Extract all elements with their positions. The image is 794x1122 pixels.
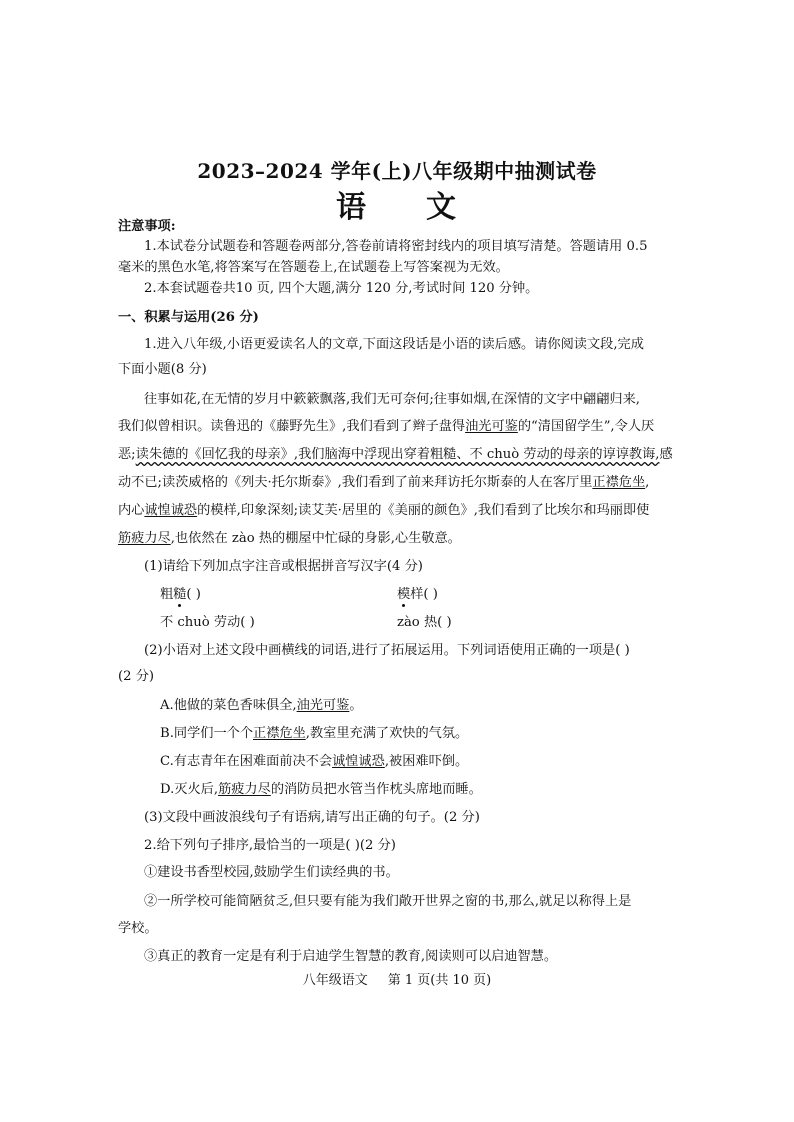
option-a: A.他做的菜色香味俱全,油光可鉴。: [160, 698, 363, 713]
notice-item1-line1: 1.本试卷分试题卷和答题卷两部分,答卷前请将密封线内的项目填写清楚。答题请用 0.5: [144, 239, 648, 254]
blank-4: zào 热( ): [397, 615, 452, 630]
sub-question-1: (1)请给下列加点字注音或根据拼音写汉字(4 分): [144, 559, 423, 574]
underlined-phrase: 诚惶诚恐: [144, 503, 198, 518]
section1-heading: 一、积累与运用(26 分): [118, 310, 259, 325]
dotted-char: 糙: [173, 587, 187, 602]
option-b: B.同学们一个个正襟危坐,教室里充满了欢快的气氛。: [160, 726, 469, 741]
q1-line2: 下面小题(8 分): [118, 362, 207, 377]
footer-page-number: 第 1 页(共 10 页): [387, 973, 492, 988]
sentence-2-line1: ②一所学校可能简陋贫乏,但只要有能为我们敞开世界之窗的书,那么,就足以称得上是: [144, 894, 632, 909]
passage-line6: 筋疲力尽,也依然在 zào 热的棚屋中忙碌的身影,心生敬意。: [118, 531, 461, 546]
passage-line4: 动不已;读茨威格的《列夫·托尔斯泰》,我们看到了前来拜访托尔斯泰的人在客厅里正襟危坐,: [118, 475, 650, 490]
underlined-phrase: 筋疲力尽: [118, 531, 171, 546]
notice-item1-line2: 毫米的黑色水笔,将答案写在答题卷上,在试题卷上写答案视为无效。: [118, 260, 509, 275]
blank-3: 不 chuò 劳动( ): [160, 615, 255, 630]
notice-heading: 注意事项:: [118, 219, 176, 234]
notice-item2: 2.本套试题卷共10 页, 四个大题,满分 120 分,考试时间 120 分钟。: [144, 281, 539, 296]
passage-line2: 我们似曾相识。读鲁迅的《藤野先生》,我们看到了辫子盘得油光可鉴的“清国留学生”,令人厌: [118, 419, 655, 434]
option-d: D.灭火后,筋疲力尽的消防员把水管当作枕头席地而睡。: [160, 782, 482, 797]
footer-subject: 八年级语文: [302, 973, 368, 988]
exam-title: 2023–2024 学年(上)八年级期中抽测试卷: [197, 159, 597, 183]
dotted-char: 模: [397, 587, 411, 602]
passage-line5: 内心诚惶诚恐的模样,印象深刻;读艾芙·居里的《美丽的颜色》,我们看到了比埃尔和玛丽即使: [118, 503, 650, 518]
page-footer: [0, 969, 794, 988]
subject-char-1: 语: [336, 190, 368, 225]
sentence-2-line2: 学校。: [118, 921, 158, 936]
passage-line3: 恶;读朱德的《回忆我的母亲》,我们脑海中浮现出穿着粗糙、不 chuò 劳动的母亲的谆谆教诲,感: [118, 447, 673, 462]
q1-line1: 1.进入八年级,小语更爱读名人的文章,下面这段话是小语的读后感。请你阅读文段,完成: [144, 337, 644, 352]
sub-question-3: (3)文段中画波浪线句子有语病,请写出正确的句子。(2 分): [144, 810, 480, 825]
sentence-3: ③真正的教育一定是有利于启迪学生智慧的教育,阅读则可以启迪智慧。: [144, 949, 558, 964]
subject-char-2: 文: [426, 190, 458, 225]
sub-question-2-line1: (2)小语对上述文段中画横线的词语,进行了拓展运用。下列词语使用正确的一项是( ): [144, 643, 630, 658]
blank-1: 粗糙( ): [160, 587, 201, 602]
sub-question-2-line2: (2 分): [118, 669, 155, 684]
passage-line1: 往事如花,在无情的岁月中簌簌飘落,我们无可奈何;往事如烟,在深情的文字中翩翩归来,: [144, 392, 640, 407]
question-2: 2.给下列句子排序,最恰当的一项是( )(2 分): [144, 838, 396, 853]
option-c: C.有志青年在困难面前决不会诚惶诚恐,被困难吓倒。: [160, 754, 469, 769]
underlined-phrase: 油光可鉴: [465, 419, 518, 434]
wavy-underlined-sentence: 读朱德的《回忆我的母亲》,我们脑海中浮现出穿着粗糙、不 chuò 劳动的母亲的谆谆教诲,: [135, 447, 660, 462]
sentence-1: ①建设书香型校园,鼓励学生们读经典的书。: [144, 865, 399, 880]
blank-2: 模样( ): [397, 587, 438, 602]
underlined-phrase: 正襟危坐: [592, 475, 646, 490]
